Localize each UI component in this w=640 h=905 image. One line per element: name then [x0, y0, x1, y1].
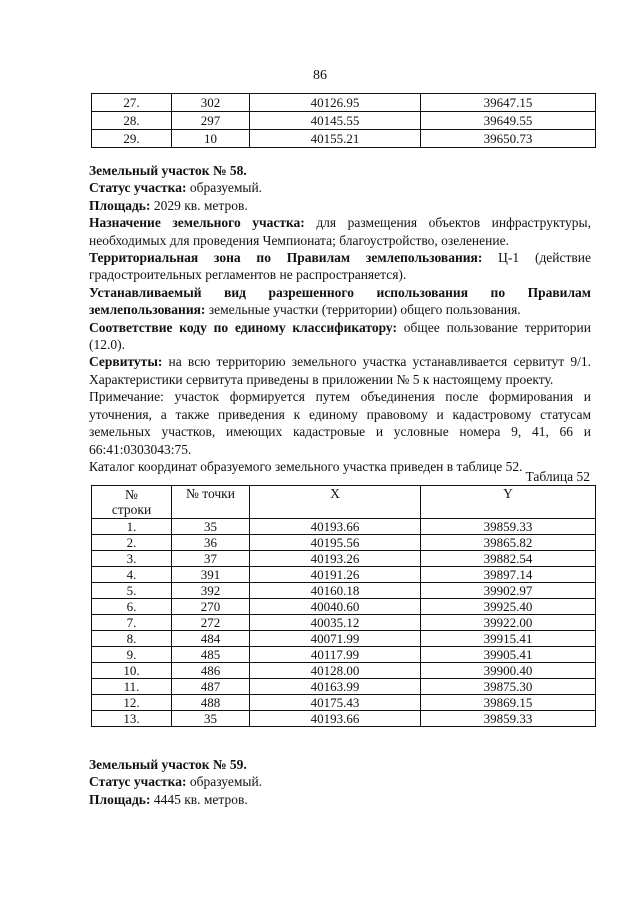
y-coordinate: 39649.55 — [421, 112, 596, 130]
row-number: 29. — [92, 130, 172, 148]
y-coordinate: 39882.54 — [421, 551, 596, 567]
y-coordinate: 39897.14 — [421, 567, 596, 583]
row-number: 1. — [92, 519, 172, 535]
plot-58-permitted-use — [89, 284, 591, 319]
table-row — [92, 130, 596, 148]
y-coordinate: 39875.30 — [421, 679, 596, 695]
x-coordinate: 40193.66 — [250, 519, 421, 535]
row-number: 28. — [92, 112, 172, 130]
row-number: 12. — [92, 695, 172, 711]
header-y: Y — [421, 486, 596, 519]
y-coordinate: 39905.41 — [421, 647, 596, 663]
x-coordinate: 40191.26 — [250, 567, 421, 583]
row-number: 3. — [92, 551, 172, 567]
table-row — [92, 679, 596, 695]
area-value: 2029 кв. метров. — [150, 197, 248, 213]
table-row — [92, 583, 596, 599]
x-coordinate: 40155.21 — [250, 130, 421, 148]
table-row — [92, 551, 596, 567]
table-row — [92, 647, 596, 663]
coordinates-table-continued — [91, 93, 596, 148]
plot-58-classifier-code — [89, 319, 591, 354]
point-number: 391 — [172, 567, 250, 583]
code-label: Соответствие коду по единому классификатору: — [89, 319, 397, 335]
table-row — [92, 615, 596, 631]
x-coordinate: 40175.43 — [250, 695, 421, 711]
y-coordinate: 39869.15 — [421, 695, 596, 711]
y-coordinate: 39859.33 — [421, 519, 596, 535]
row-number: 5. — [92, 583, 172, 599]
table-header-row — [92, 486, 596, 519]
x-coordinate: 40071.99 — [250, 631, 421, 647]
point-number: 36 — [172, 535, 250, 551]
y-coordinate: 39900.40 — [421, 663, 596, 679]
plot-59-section — [89, 756, 591, 808]
table-row — [92, 631, 596, 647]
x-coordinate: 40040.60 — [250, 599, 421, 615]
plot-59-title: Земельный участок № 59. — [89, 757, 247, 772]
y-coordinate: 39925.40 — [421, 599, 596, 615]
y-coordinate: 39865.82 — [421, 535, 596, 551]
table-row — [92, 695, 596, 711]
row-number: 8. — [92, 631, 172, 647]
row-number: 27. — [92, 94, 172, 112]
row-number: 10. — [92, 663, 172, 679]
plot-58-status — [89, 179, 591, 196]
point-number: 272 — [172, 615, 250, 631]
point-number: 392 — [172, 583, 250, 599]
status-value: образуемый. — [186, 774, 263, 790]
zone-label: Территориальная зона по Правилам землепользования: — [89, 250, 483, 266]
plot-58-area — [89, 197, 591, 214]
header-row-number-line2: строки — [111, 502, 152, 517]
x-coordinate: 40035.12 — [250, 615, 421, 631]
point-number: 486 — [172, 663, 250, 679]
y-coordinate: 39859.33 — [421, 711, 596, 727]
plot-58-title: Земельный участок № 58. — [89, 163, 247, 178]
point-number: 297 — [172, 112, 250, 130]
table-row — [92, 94, 596, 112]
row-number: 11. — [92, 679, 172, 695]
status-label: Статус участка: — [89, 180, 187, 196]
x-coordinate: 40117.99 — [250, 647, 421, 663]
point-number: 484 — [172, 631, 250, 647]
point-number: 35 — [172, 711, 250, 727]
area-value: 4445 кв. метров. — [150, 791, 248, 807]
point-number: 10 — [172, 130, 250, 148]
table-row — [92, 711, 596, 727]
x-coordinate: 40145.55 — [250, 112, 421, 130]
plot-58-section — [89, 162, 591, 475]
row-number: 13. — [92, 711, 172, 727]
x-coordinate: 40128.00 — [250, 663, 421, 679]
plot-58-zone — [89, 249, 591, 284]
plot-58-servitudes — [89, 353, 591, 388]
row-number: 4. — [92, 567, 172, 583]
servitude-label: Сервитуты: — [89, 354, 163, 370]
table-row — [92, 112, 596, 130]
table-row — [92, 599, 596, 615]
x-coordinate: 40126.95 — [250, 94, 421, 112]
header-row-number-line1: № — [125, 487, 138, 502]
plot-58-purpose — [89, 214, 591, 249]
x-coordinate: 40193.66 — [250, 711, 421, 727]
table-row — [92, 663, 596, 679]
y-coordinate: 39650.73 — [421, 130, 596, 148]
y-coordinate: 39647.15 — [421, 94, 596, 112]
point-number: 35 — [172, 519, 250, 535]
x-coordinate: 40163.99 — [250, 679, 421, 695]
plot-59-area — [89, 791, 591, 808]
y-coordinate: 39902.97 — [421, 583, 596, 599]
header-point-number: № точки — [172, 486, 250, 519]
row-number: 6. — [92, 599, 172, 615]
purpose-value: для размещения объектов инфраструктуры, необходимых для проведения Чемпионата; благоустройство, озеленение. — [89, 215, 591, 248]
status-label: Статус участка: — [89, 774, 187, 790]
code-value: общее пользование территории (12.0). — [89, 319, 592, 353]
use-value: земельные участки (территории) общего пользования. — [205, 302, 521, 318]
page-number: 86 — [313, 68, 327, 83]
area-label: Площадь: — [89, 197, 151, 213]
point-number: 37 — [172, 551, 250, 567]
point-number: 488 — [172, 695, 250, 711]
row-number: 7. — [92, 615, 172, 631]
plot-59-status — [89, 773, 591, 790]
zone-value: Ц-1 (действие градостроительных регламентов не распространяется). — [89, 250, 592, 283]
row-number: 9. — [92, 647, 172, 663]
point-number: 270 — [172, 599, 250, 615]
x-coordinate: 40195.56 — [250, 535, 421, 551]
table-row — [92, 567, 596, 583]
y-coordinate: 39915.41 — [421, 631, 596, 647]
y-coordinate: 39922.00 — [421, 615, 596, 631]
table-row — [92, 535, 596, 551]
x-coordinate: 40160.18 — [250, 583, 421, 599]
use-label: Устанавливаемый вид разрешенного использования по Правилам землепользования: — [89, 284, 591, 318]
status-value: образуемый. — [186, 180, 263, 196]
header-x: X — [250, 486, 421, 519]
servitude-value: на всю территорию земельного участка устанавливается сервитут 9/1. Характеристики сервитута приведены в приложении № 5 к настоящему проекту. — [89, 354, 591, 387]
table-caption: Таблица 52 — [525, 469, 590, 484]
row-number: 2. — [92, 535, 172, 551]
purpose-label: Назначение земельного участка: — [89, 215, 305, 231]
point-number: 302 — [172, 94, 250, 112]
table-row — [92, 519, 596, 535]
x-coordinate: 40193.26 — [250, 551, 421, 567]
plot-58-note: Примечание: участок формируется путем объединения после формирования и уточнения, а также приведения к единому правовому и кадастровому статусам земельных участков, имеющих кадастровые и условные номера 9, 41, 66 и 66:41:0303043:75. — [89, 389, 591, 457]
point-number: 485 — [172, 647, 250, 663]
coordinates-table-52 — [91, 485, 596, 727]
plot-58-catalog-reference: Каталог координат образуемого земельного участка приведен в таблице 52. — [89, 458, 523, 474]
header-row-number — [92, 486, 172, 519]
area-label: Площадь: — [89, 791, 151, 807]
point-number: 487 — [172, 679, 250, 695]
